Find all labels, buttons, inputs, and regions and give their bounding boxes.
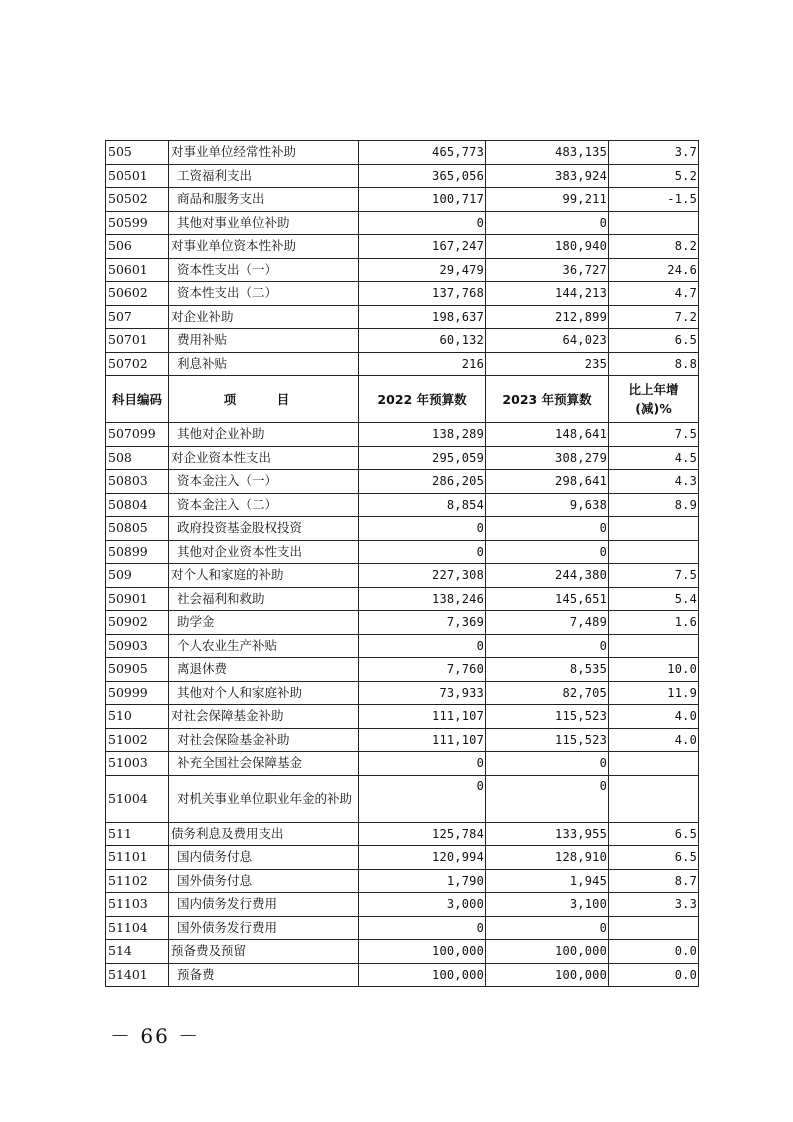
cell-budget-2023: 7,489 [486,611,609,635]
cell-budget-2023: 0 [486,775,609,822]
cell-code: 50899 [106,540,169,564]
cell-change: 0.0 [609,940,699,964]
cell-budget-2022: 227,308 [359,564,486,588]
cell-budget-2023: 0 [486,752,609,776]
table-row [106,775,699,822]
cell-budget-2022: 286,205 [359,470,486,494]
cell-change: 6.5 [609,329,699,353]
cell-item: 政府投资基金股权投资 [169,517,359,541]
cell-item: 其他对企业资本性支出 [169,540,359,564]
cell-item: 预备费 [169,963,359,987]
cell-code: 509 [106,564,169,588]
cell-budget-2022: 29,479 [359,258,486,282]
cell-budget-2023: 133,955 [486,822,609,846]
cell-budget-2022: 7,369 [359,611,486,635]
cell-change: 7.2 [609,305,699,329]
cell-budget-2023: 0 [486,540,609,564]
cell-item: 助学金 [169,611,359,635]
cell-code: 511 [106,822,169,846]
cell-change [609,211,699,235]
cell-budget-2023: 128,910 [486,846,609,870]
cell-item: 补充全国社会保障基金 [169,752,359,776]
cell-code: 50702 [106,352,169,376]
cell-budget-2023: 144,213 [486,282,609,306]
table-row [106,893,699,917]
table-row [106,470,699,494]
table-row [106,211,699,235]
cell-item: 其他对事业单位补助 [169,211,359,235]
cell-item: 对机关事业单位职业年金的补助 [169,775,359,822]
cell-budget-2022: 3,000 [359,893,486,917]
cell-code: 51102 [106,869,169,893]
table-row [106,329,699,353]
header-budget-2022: 2022 年预算数 [359,376,486,423]
cell-budget-2022: 295,059 [359,446,486,470]
cell-change: 7.5 [609,564,699,588]
table-row [106,963,699,987]
cell-code: 507 [106,305,169,329]
cell-code: 50905 [106,658,169,682]
cell-budget-2023: 0 [486,916,609,940]
cell-budget-2023: 115,523 [486,728,609,752]
table-row [106,258,699,282]
cell-budget-2023: 9,638 [486,493,609,517]
cell-budget-2022: 111,107 [359,728,486,752]
table-row [106,728,699,752]
cell-budget-2023: 99,211 [486,188,609,212]
cell-change: 0.0 [609,963,699,987]
cell-budget-2022: 60,132 [359,329,486,353]
cell-item: 费用补贴 [169,329,359,353]
table-row [106,141,699,165]
cell-code: 50502 [106,188,169,212]
cell-budget-2022: 465,773 [359,141,486,165]
cell-change: 1.6 [609,611,699,635]
cell-code: 506 [106,235,169,259]
cell-change: 3.7 [609,141,699,165]
cell-budget-2023: 100,000 [486,963,609,987]
cell-change: 24.6 [609,258,699,282]
cell-budget-2023: 3,100 [486,893,609,917]
cell-item: 对企业补助 [169,305,359,329]
cell-budget-2022: 198,637 [359,305,486,329]
cell-budget-2023: 145,651 [486,587,609,611]
cell-code: 50601 [106,258,169,282]
cell-budget-2022: 0 [359,752,486,776]
cell-budget-2022: 111,107 [359,705,486,729]
header-code: 科目编码 [106,376,169,423]
cell-budget-2022: 137,768 [359,282,486,306]
table-body-top [106,141,699,376]
cell-item: 个人农业生产补贴 [169,634,359,658]
cell-budget-2023: 383,924 [486,164,609,188]
cell-budget-2022: 0 [359,916,486,940]
cell-code: 50602 [106,282,169,306]
cell-item: 对社会保险基金补助 [169,728,359,752]
cell-budget-2022: 0 [359,634,486,658]
cell-item: 商品和服务支出 [169,188,359,212]
table-row [106,752,699,776]
table-row [106,564,699,588]
cell-item: 国外债务付息 [169,869,359,893]
cell-budget-2023: 483,135 [486,141,609,165]
cell-budget-2023: 100,000 [486,940,609,964]
cell-change [609,752,699,776]
cell-budget-2022: 100,000 [359,940,486,964]
table-row [106,705,699,729]
cell-budget-2023: 115,523 [486,705,609,729]
cell-budget-2022: 1,790 [359,869,486,893]
cell-code: 50803 [106,470,169,494]
cell-change: 4.7 [609,282,699,306]
cell-budget-2022: 0 [359,775,486,822]
cell-budget-2022: 73,933 [359,681,486,705]
cell-budget-2023: 244,380 [486,564,609,588]
cell-code: 508 [106,446,169,470]
cell-budget-2022: 216 [359,352,486,376]
cell-item: 国内债务发行费用 [169,893,359,917]
cell-code: 51401 [106,963,169,987]
cell-budget-2023: 0 [486,634,609,658]
cell-code: 510 [106,705,169,729]
cell-code: 50701 [106,329,169,353]
cell-item: 资本金注入（一） [169,470,359,494]
cell-change: -1.5 [609,188,699,212]
cell-budget-2022: 138,289 [359,423,486,447]
cell-item: 预备费及预留 [169,940,359,964]
cell-code: 50804 [106,493,169,517]
cell-budget-2022: 100,000 [359,963,486,987]
table-row [106,305,699,329]
cell-item: 资本性支出（二） [169,282,359,306]
cell-code: 51003 [106,752,169,776]
budget-table [105,140,699,987]
table-row [106,846,699,870]
cell-item: 对社会保障基金补助 [169,705,359,729]
cell-code: 50599 [106,211,169,235]
cell-code: 50903 [106,634,169,658]
cell-change: 8.2 [609,235,699,259]
cell-item: 其他对企业补助 [169,423,359,447]
table-row [106,164,699,188]
cell-change: 4.0 [609,705,699,729]
cell-change: 6.5 [609,846,699,870]
cell-budget-2022: 100,717 [359,188,486,212]
cell-budget-2022: 0 [359,211,486,235]
cell-change: 8.9 [609,493,699,517]
cell-code: 51101 [106,846,169,870]
cell-change [609,775,699,822]
cell-budget-2022: 365,056 [359,164,486,188]
cell-code: 50902 [106,611,169,635]
cell-change [609,517,699,541]
table-row [106,446,699,470]
table-row [106,517,699,541]
cell-budget-2023: 0 [486,211,609,235]
cell-code: 507099 [106,423,169,447]
cell-change: 5.4 [609,587,699,611]
cell-change: 6.5 [609,822,699,846]
cell-change: 10.0 [609,658,699,682]
cell-item: 债务利息及费用支出 [169,822,359,846]
cell-change [609,540,699,564]
cell-code: 51104 [106,916,169,940]
table-row [106,916,699,940]
header-budget-2023: 2023 年预算数 [486,376,609,423]
cell-item: 工资福利支出 [169,164,359,188]
cell-change: 8.7 [609,869,699,893]
cell-budget-2022: 120,994 [359,846,486,870]
cell-item: 利息补贴 [169,352,359,376]
cell-budget-2023: 180,940 [486,235,609,259]
cell-budget-2023: 36,727 [486,258,609,282]
table-row [106,611,699,635]
cell-change: 7.5 [609,423,699,447]
cell-budget-2023: 308,279 [486,446,609,470]
cell-item: 资本金注入（二） [169,493,359,517]
cell-item: 国外债务发行费用 [169,916,359,940]
table-header [106,376,699,423]
cell-code: 50501 [106,164,169,188]
table-row [106,681,699,705]
cell-change [609,916,699,940]
cell-budget-2022: 8,854 [359,493,486,517]
cell-budget-2023: 148,641 [486,423,609,447]
table-row [106,658,699,682]
cell-budget-2022: 138,246 [359,587,486,611]
table-row [106,540,699,564]
cell-budget-2023: 0 [486,517,609,541]
header-row [106,376,699,423]
table-row [106,940,699,964]
cell-item: 资本性支出（一） [169,258,359,282]
cell-code: 505 [106,141,169,165]
cell-item: 对个人和家庭的补助 [169,564,359,588]
cell-budget-2023: 235 [486,352,609,376]
cell-item: 对事业单位经常性补助 [169,141,359,165]
cell-change: 4.5 [609,446,699,470]
table-row [106,282,699,306]
cell-budget-2022: 0 [359,517,486,541]
cell-change: 8.8 [609,352,699,376]
cell-change: 4.3 [609,470,699,494]
table-body-bottom [106,423,699,987]
cell-code: 514 [106,940,169,964]
header-change: 比上年增(减)% [609,376,699,423]
table-row [106,634,699,658]
cell-budget-2023: 1,945 [486,869,609,893]
table-row [106,352,699,376]
cell-code: 51103 [106,893,169,917]
cell-budget-2023: 64,023 [486,329,609,353]
table-row [106,188,699,212]
table-row [106,822,699,846]
cell-change: 5.2 [609,164,699,188]
cell-budget-2022: 167,247 [359,235,486,259]
table-row [106,869,699,893]
cell-item: 社会福利和救助 [169,587,359,611]
cell-item: 离退休费 [169,658,359,682]
cell-code: 50901 [106,587,169,611]
cell-code: 51004 [106,775,169,822]
cell-budget-2023: 212,899 [486,305,609,329]
cell-change: 3.3 [609,893,699,917]
cell-code: 50999 [106,681,169,705]
cell-budget-2023: 82,705 [486,681,609,705]
table-row [106,493,699,517]
cell-budget-2022: 7,760 [359,658,486,682]
cell-change: 11.9 [609,681,699,705]
page-number: － 66 － [110,1024,201,1048]
cell-item: 对事业单位资本性补助 [169,235,359,259]
cell-budget-2023: 8,535 [486,658,609,682]
table-row [106,423,699,447]
cell-code: 50805 [106,517,169,541]
cell-budget-2022: 0 [359,540,486,564]
header-item: 项 目 [169,376,359,423]
cell-item: 国内债务付息 [169,846,359,870]
cell-code: 51002 [106,728,169,752]
table-row [106,235,699,259]
cell-change: 4.0 [609,728,699,752]
table-row [106,587,699,611]
cell-budget-2023: 298,641 [486,470,609,494]
cell-change [609,634,699,658]
cell-budget-2022: 125,784 [359,822,486,846]
cell-item: 其他对个人和家庭补助 [169,681,359,705]
cell-item: 对企业资本性支出 [169,446,359,470]
